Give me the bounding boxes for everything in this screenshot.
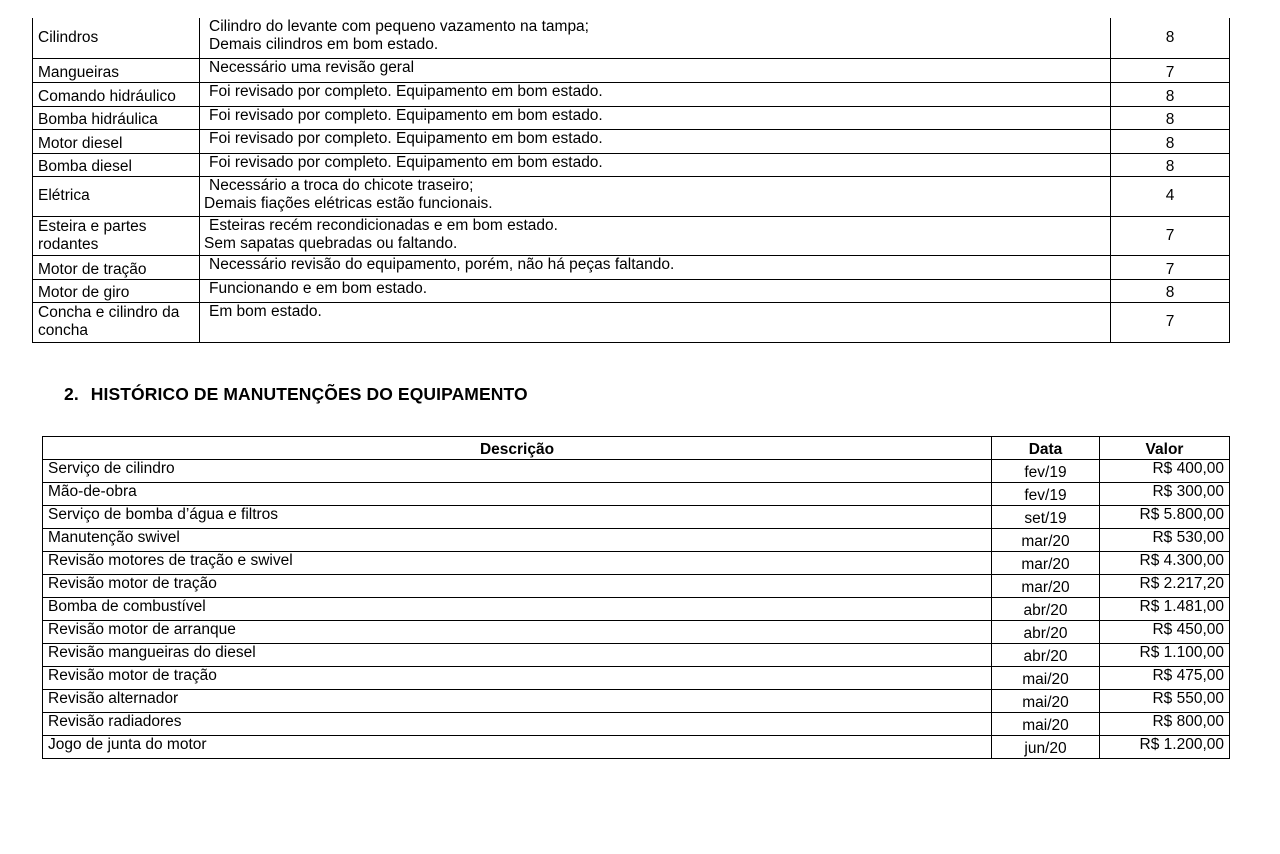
table-row — [43, 644, 1230, 667]
service-date: mar/20 — [992, 529, 1100, 552]
description-line: Esteiras recém recondicionadas e em bom estado. — [209, 216, 558, 234]
item-score: 8 — [1111, 153, 1230, 176]
service-date: set/19 — [992, 506, 1100, 529]
column-header-description: Descrição — [43, 437, 992, 460]
service-description: Revisão motor de tração — [43, 667, 992, 690]
item-name: Motor diesel — [33, 129, 200, 153]
table-row — [33, 129, 1230, 153]
column-header-value: Valor — [1100, 437, 1230, 460]
table-row — [33, 302, 1230, 342]
item-description: Em bom estado. — [200, 302, 1111, 342]
table-row — [33, 176, 1230, 216]
service-value: R$ 5.800,00 — [1100, 506, 1230, 529]
item-score: 8 — [1111, 279, 1230, 302]
description-line: Demais cilindros em bom estado. — [209, 36, 439, 53]
service-description: Revisão motor de tração — [43, 575, 992, 598]
table-row — [43, 506, 1230, 529]
item-score: 8 — [1111, 82, 1230, 106]
section-heading — [64, 384, 528, 405]
service-value: R$ 450,00 — [1100, 621, 1230, 644]
service-description: Revisão motores de tração e swivel — [43, 552, 992, 575]
service-description: Revisão alternador — [43, 690, 992, 713]
service-value: R$ 530,00 — [1100, 529, 1230, 552]
description-line: Sem sapatas quebradas ou faltando. — [204, 234, 458, 252]
item-score: 7 — [1111, 58, 1230, 82]
service-value: R$ 4.300,00 — [1100, 552, 1230, 575]
item-name: Mangueiras — [33, 58, 200, 82]
item-name: Comando hidráulico — [33, 82, 200, 106]
service-description: Mão-de-obra — [43, 483, 992, 506]
item-name: Bomba hidráulica — [33, 106, 200, 129]
description-line: Cilindro do levante com pequeno vazamento na tampa; — [209, 18, 589, 35]
service-date: mar/20 — [992, 552, 1100, 575]
item-score: 8 — [1111, 106, 1230, 129]
table-row — [43, 598, 1230, 621]
item-description: Foi revisado por completo. Equipamento em bom estado. — [200, 82, 1111, 106]
item-score: 8 — [1111, 18, 1230, 58]
section-number: 2. — [64, 384, 79, 404]
service-date: mai/20 — [992, 667, 1100, 690]
service-value: R$ 300,00 — [1100, 483, 1230, 506]
description-line: Demais fiações elétricas estão funcionais. — [204, 194, 493, 212]
table-row — [33, 58, 1230, 82]
table-row — [43, 460, 1230, 483]
table-row — [33, 18, 1230, 58]
item-description: Necessário uma revisão geral — [200, 58, 1111, 82]
table-row — [43, 713, 1230, 736]
service-description: Revisão mangueiras do diesel — [43, 644, 992, 667]
item-description: Necessário revisão do equipamento, porém, não há peças faltando. — [200, 255, 1111, 279]
item-description — [200, 216, 1111, 255]
item-name: Motor de tração — [33, 255, 200, 279]
item-score: 7 — [1111, 255, 1230, 279]
section-title: HISTÓRICO DE MANUTENÇÕES DO EQUIPAMENTO — [90, 384, 528, 404]
service-description: Bomba de combustível — [43, 598, 992, 621]
table-row — [43, 552, 1230, 575]
condition-table — [32, 18, 1230, 343]
description-line: Necessário a troca do chicote traseiro; — [209, 176, 474, 194]
service-date: abr/20 — [992, 644, 1100, 667]
item-description: Foi revisado por completo. Equipamento em bom estado. — [200, 129, 1111, 153]
item-score: 7 — [1111, 216, 1230, 255]
service-date: mar/20 — [992, 575, 1100, 598]
service-description: Serviço de bomba d’água e filtros — [43, 506, 992, 529]
service-value: R$ 400,00 — [1100, 460, 1230, 483]
service-description: Jogo de junta do motor — [43, 736, 992, 759]
service-value: R$ 1.481,00 — [1100, 598, 1230, 621]
item-description: Funcionando e em bom estado. — [200, 279, 1111, 302]
service-description: Revisão motor de arranque — [43, 621, 992, 644]
item-description: Foi revisado por completo. Equipamento em bom estado. — [200, 153, 1111, 176]
item-name: Cilindros — [33, 18, 200, 58]
table-row — [43, 529, 1230, 552]
item-score: 4 — [1111, 176, 1230, 216]
service-value: R$ 800,00 — [1100, 713, 1230, 736]
item-name: Elétrica — [33, 176, 200, 216]
table-row — [33, 216, 1230, 255]
column-header-date: Data — [992, 437, 1100, 460]
table-row — [43, 736, 1230, 759]
item-score: 8 — [1111, 129, 1230, 153]
service-date: abr/20 — [992, 598, 1100, 621]
service-date: mai/20 — [992, 713, 1100, 736]
service-description: Manutenção swivel — [43, 529, 992, 552]
table-row — [33, 82, 1230, 106]
service-value: R$ 550,00 — [1100, 690, 1230, 713]
item-description: Foi revisado por completo. Equipamento em bom estado. — [200, 106, 1111, 129]
table-row — [33, 255, 1230, 279]
service-value: R$ 1.100,00 — [1100, 644, 1230, 667]
table-row — [43, 483, 1230, 506]
item-score: 7 — [1111, 302, 1230, 342]
service-date: mai/20 — [992, 690, 1100, 713]
service-description: Revisão radiadores — [43, 713, 992, 736]
maintenance-history-table — [42, 436, 1230, 759]
service-value: R$ 2.217,20 — [1100, 575, 1230, 598]
item-description — [200, 176, 1111, 216]
table-row — [43, 667, 1230, 690]
service-value: R$ 475,00 — [1100, 667, 1230, 690]
item-name: Esteira e partes rodantes — [33, 216, 200, 255]
item-name: Concha e cilindro da concha — [33, 302, 200, 342]
table-row — [43, 690, 1230, 713]
table-header-row — [43, 437, 1230, 460]
table-row — [33, 153, 1230, 176]
table-row — [43, 621, 1230, 644]
item-name: Bomba diesel — [33, 153, 200, 176]
service-date: jun/20 — [992, 736, 1100, 759]
item-name: Motor de giro — [33, 279, 200, 302]
service-date: abr/20 — [992, 621, 1100, 644]
table-row — [33, 106, 1230, 129]
service-description: Serviço de cilindro — [43, 460, 992, 483]
item-description — [200, 18, 1111, 58]
service-date: fev/19 — [992, 483, 1100, 506]
table-row — [33, 279, 1230, 302]
table-row — [43, 575, 1230, 598]
service-value: R$ 1.200,00 — [1100, 736, 1230, 759]
service-date: fev/19 — [992, 460, 1100, 483]
